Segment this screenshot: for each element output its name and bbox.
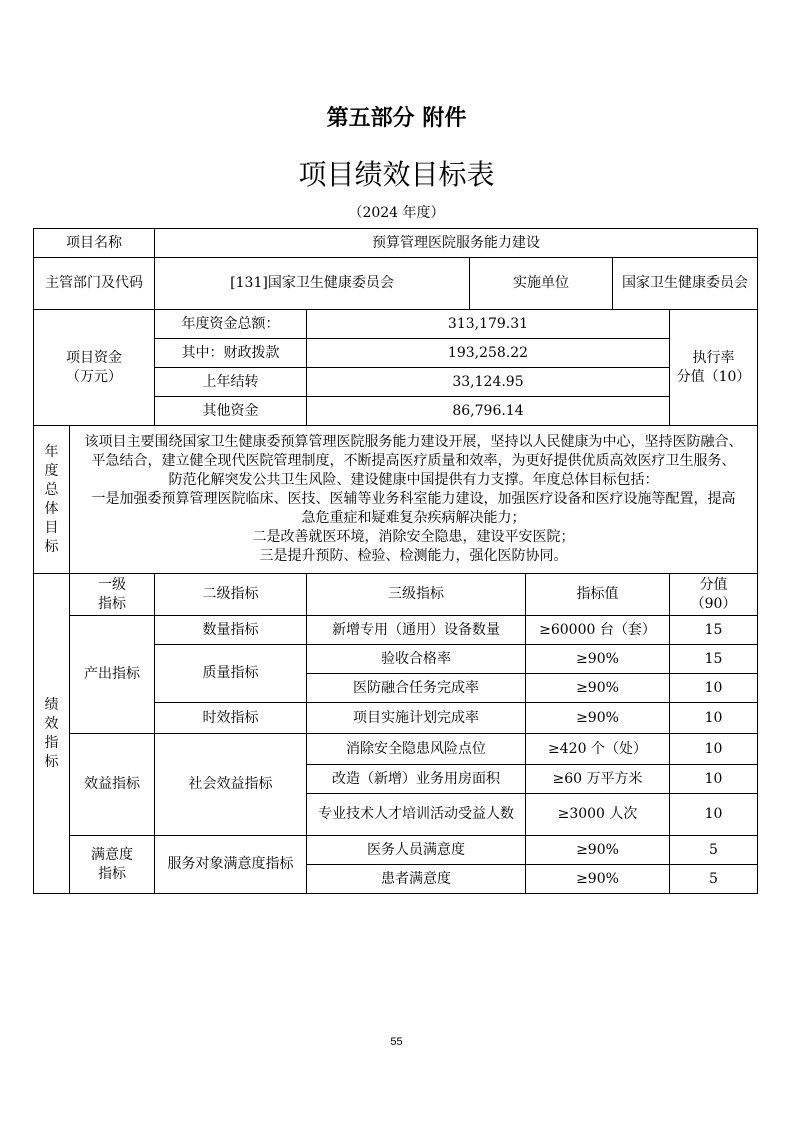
project-name-label: 项目名称 [34, 229, 155, 258]
quality-indicators-label: 质量指标 [155, 645, 307, 703]
indicator-score: 10 [670, 674, 758, 703]
indicator-name: 改造（新增）业务用房面积 [307, 765, 526, 794]
indicator-score: 10 [670, 703, 758, 734]
social-benefit-indicators-label: 社会效益指标 [155, 734, 307, 836]
indicator-score: 15 [670, 645, 758, 674]
indicator-score: 10 [670, 765, 758, 794]
indicator-value: ≥3000 人次 [526, 794, 670, 836]
value-header: 指标值 [526, 574, 670, 616]
timeliness-indicators-label: 时效指标 [155, 703, 307, 734]
indicator-name: 新增专用（通用）设备数量 [307, 616, 526, 645]
indicator-name: 患者满意度 [307, 865, 526, 894]
indicator-name: 医务人员满意度 [307, 836, 526, 865]
funds-label-line1: 项目资金 [66, 349, 122, 366]
indicator-score: 10 [670, 734, 758, 765]
execution-rate-line2: 分值（10） [676, 368, 751, 385]
indicator-score: 15 [670, 616, 758, 645]
goal-line: 平急结合，建立健全现代医院管理制度，不断提高医疗质量和效率，为更好提供优质高效医疗卫生服务、 [91, 453, 736, 469]
indicators-label: 绩 效 指 标 [34, 574, 70, 894]
performance-table [33, 228, 758, 894]
indicator-value: ≥90% [526, 836, 670, 865]
indicator-name: 项目实施计划完成率 [307, 703, 526, 734]
funds-row-value: 193,258.22 [307, 339, 670, 368]
level1-header: 一级 指标 [70, 574, 155, 616]
indicator-value: ≥90% [526, 703, 670, 734]
indicator-value: ≥90% [526, 865, 670, 894]
page-number: 55 [390, 1036, 403, 1048]
department-value: [131]国家卫生健康委员会 [155, 258, 470, 310]
funds-row-label: 年度资金总额： [155, 310, 307, 339]
section-title: 第五部分 附件 [326, 106, 467, 131]
indicator-name: 验收合格率 [307, 645, 526, 674]
quantity-indicators-label: 数量指标 [155, 616, 307, 645]
indicator-value: ≥90% [526, 645, 670, 674]
document-title: 项目绩效目标表 [298, 158, 495, 191]
goal-line: 二是改善就医环境，消除安全隐患，建设平安医院； [252, 529, 575, 545]
table-row [34, 836, 758, 865]
service-satisfaction-label: 服务对象满意度指标 [155, 836, 307, 894]
goal-line: 三是提升预防、检验、检测能力，强化医防协同。 [259, 548, 568, 564]
goal-line: 防范化解突发公共卫生风险、建设健康中国提供有力支撑。年度总体目标包括： [168, 472, 659, 488]
funds-label-line2: （万元） [66, 368, 122, 385]
score-header: 分值 （90） [670, 574, 758, 616]
funds-label [34, 310, 155, 426]
level2-header: 二级指标 [155, 574, 307, 616]
execution-rate-line1: 执行率 [692, 349, 735, 366]
indicator-name: 专业技术人才培训活动受益人数 [307, 794, 526, 836]
output-indicators-label: 产出指标 [70, 616, 155, 734]
indicator-value: ≥420 个（处） [526, 734, 670, 765]
goal-line: 该项目主要围绕国家卫生健康委预算管理医院服务能力建设开展，坚持以人民健康为中心，坚持医防融合、 [84, 434, 743, 450]
indicator-name: 医防融合任务完成率 [307, 674, 526, 703]
table-row [34, 616, 758, 645]
funds-row-value: 313,179.31 [307, 310, 670, 339]
indicator-score: 5 [670, 836, 758, 865]
implementing-unit-label: 实施单位 [470, 258, 613, 310]
satisfaction-indicators-label: 满意度 指标 [70, 836, 155, 894]
indicator-name: 消除安全隐患风险点位 [307, 734, 526, 765]
implementing-unit-value: 国家卫生健康委员会 [613, 258, 758, 310]
level3-header: 三级指标 [307, 574, 526, 616]
indicator-score: 10 [670, 794, 758, 836]
funds-row-value: 33,124.95 [307, 368, 670, 397]
annual-goals-text [70, 426, 758, 574]
goal-line: 一是加强委预算管理医院临床、医技、医辅等业务科室能力建设，加强医疗设备和医疗设施等配置，提高 [91, 491, 736, 507]
project-name-value: 预算管理医院服务能力建设 [155, 229, 758, 258]
table-row [34, 734, 758, 765]
funds-row-value: 86,796.14 [307, 397, 670, 426]
funds-row-label: 其他资金 [155, 397, 307, 426]
year-label: （2024 年度） [348, 205, 445, 221]
department-label: 主管部门及代码 [34, 258, 155, 310]
benefit-indicators-label: 效益指标 [70, 734, 155, 836]
execution-rate-label [670, 310, 758, 426]
funds-row-label: 其中：财政拨款 [155, 339, 307, 368]
goal-line: 急危重症和疑难复杂疾病解决能力； [301, 510, 526, 526]
indicator-value: ≥60 万平方米 [526, 765, 670, 794]
indicator-value: ≥90% [526, 674, 670, 703]
annual-goals-label: 年 度 总 体 目 标 [34, 426, 70, 574]
indicator-score: 5 [670, 865, 758, 894]
indicator-value: ≥60000 台（套） [526, 616, 670, 645]
funds-row-label: 上年结转 [155, 368, 307, 397]
